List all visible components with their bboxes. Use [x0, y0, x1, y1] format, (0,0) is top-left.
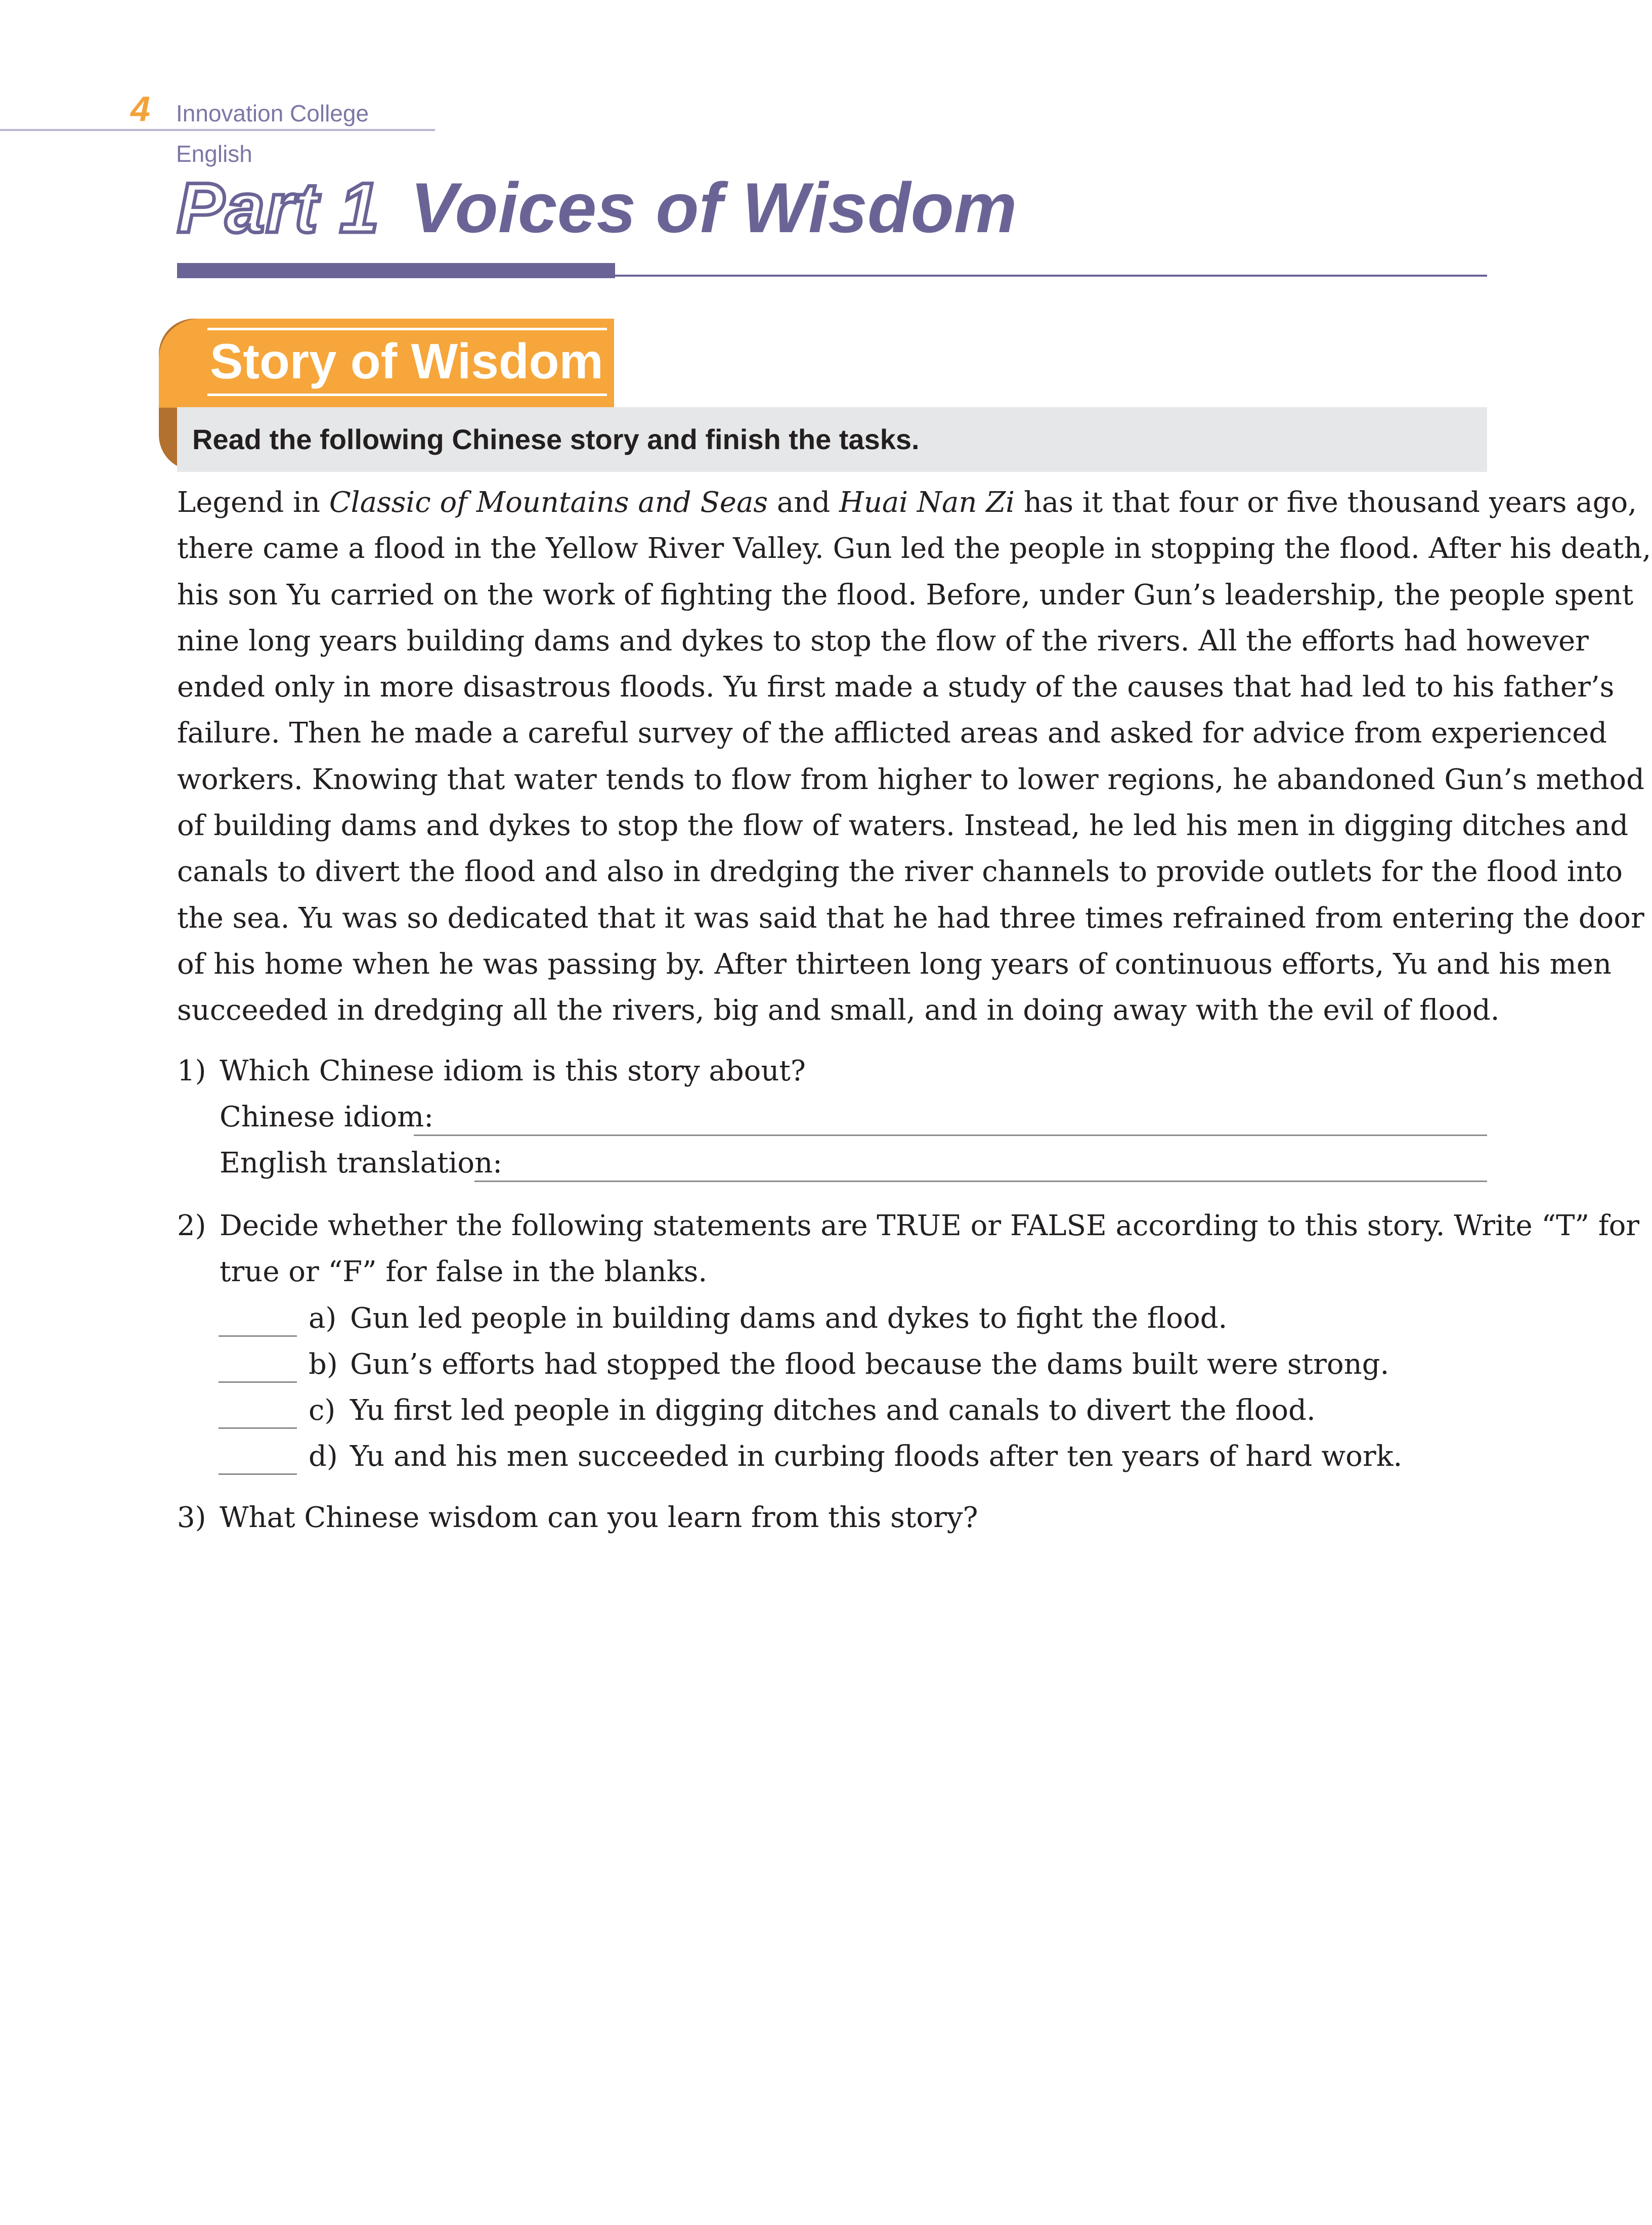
question-number: 3)	[177, 1501, 206, 1534]
question-number: 1)	[177, 1055, 206, 1087]
part-heading	[177, 167, 1017, 258]
question-1	[177, 1048, 806, 1094]
part-title: Voices of Wisdom	[410, 168, 1017, 247]
section-title: Story of Wisdom	[210, 333, 603, 389]
section-tab-rule-bottom	[207, 394, 607, 396]
answer-blank-a[interactable]	[219, 1335, 297, 1337]
statement-d	[309, 1433, 1402, 1479]
book-title: Innovation College English	[176, 100, 369, 167]
answer-blank-d[interactable]	[219, 1473, 297, 1475]
story-line: ended only in more disastrous floods. Yu first made a study of the causes that had led to his father’s	[177, 671, 1615, 704]
question-2-text	[220, 1203, 1640, 1295]
answer-blank-c[interactable]	[219, 1427, 297, 1429]
instruction-text: Read the following Chinese story and finish the tasks.	[192, 423, 920, 455]
header-rule	[0, 129, 435, 131]
statement-letter: a)	[309, 1302, 337, 1335]
part-label: Part 1	[177, 168, 380, 247]
book-title-classic: Classic of Mountains and Seas	[329, 486, 768, 519]
question-2-number	[177, 1203, 220, 1249]
running-header	[0, 86, 435, 167]
statement-text: Yu first led people in digging ditches and canals to divert the flood.	[350, 1394, 1316, 1427]
question-text: Which Chinese idiom is this story about?	[220, 1055, 806, 1087]
chinese-idiom-answer-line[interactable]	[414, 1135, 1487, 1136]
english-translation-label: English translation:	[220, 1147, 503, 1180]
question-text: What Chinese wisdom can you learn from this story?	[220, 1501, 978, 1534]
story-line: nine long years building dams and dykes to stop the flow of the rivers. All the efforts had however	[177, 624, 1589, 658]
statement-a	[309, 1295, 1227, 1341]
statement-text: Yu and his men succeeded in curbing floods after ten years of hard work.	[350, 1440, 1403, 1473]
english-translation-answer-line[interactable]	[474, 1181, 1487, 1182]
story-line: workers. Knowing that water tends to flow from higher to lower regions, he abandoned Gun’s method	[177, 763, 1644, 796]
story-line: the sea. Yu was so dedicated that it was said that he had three times refrained from entering the door	[177, 901, 1644, 935]
chinese-idiom-label: Chinese idiom:	[220, 1101, 434, 1133]
question-line: Decide whether the following statements are TRUE or FALSE according to this story. Write “T” for	[220, 1209, 1640, 1242]
page-number: 4	[131, 89, 150, 128]
story-line: canals to divert the flood and also in dredging the river channels to provide outlets for the flood into	[177, 855, 1623, 889]
statement-text: Gun’s efforts had stopped the flood because the dams built were strong.	[350, 1348, 1389, 1381]
story-paragraph	[177, 479, 1651, 1034]
story-line: there came a flood in the Yellow River Valley. Gun led the people in stopping the flood. After his death,	[177, 532, 1651, 565]
statement-c	[309, 1387, 1316, 1433]
statement-text: Gun led people in building dams and dykes to fight the flood.	[350, 1302, 1228, 1335]
statement-letter: b)	[309, 1348, 338, 1381]
story-line: Legend in Classic of Mountains and Seas and Huai Nan Zi has it that four or five thousand years ago,	[177, 486, 1637, 519]
statement-letter: d)	[309, 1440, 338, 1473]
part-underline-rule	[615, 275, 1487, 277]
story-line: his son Yu carried on the work of fighting the flood. Before, under Gun’s leadership, the people spent	[177, 578, 1634, 612]
instruction-bar	[177, 407, 1487, 472]
story-line: of his home when he was passing by. After thirteen long years of continuous efforts, Yu and his men	[177, 947, 1612, 981]
statement-b	[309, 1341, 1389, 1387]
question-line: true or “F” for false in the blanks.	[220, 1255, 708, 1289]
part-underline-bar	[177, 263, 615, 278]
statement-letter: c)	[309, 1394, 336, 1427]
story-line: succeeded in dredging all the rivers, big and small, and in doing away with the evil of flood.	[177, 994, 1500, 1027]
story-line: failure. Then he made a careful survey of the afflicted areas and asked for advice from experienced	[177, 717, 1607, 750]
question-3	[177, 1495, 978, 1541]
book-title-huainanzi: Huai Nan Zi	[839, 486, 1015, 519]
question-number: 2)	[177, 1209, 206, 1242]
answer-blank-b[interactable]	[219, 1381, 297, 1383]
story-line: of building dams and dykes to stop the flow of waters. Instead, he led his men in digging ditches and	[177, 809, 1629, 843]
